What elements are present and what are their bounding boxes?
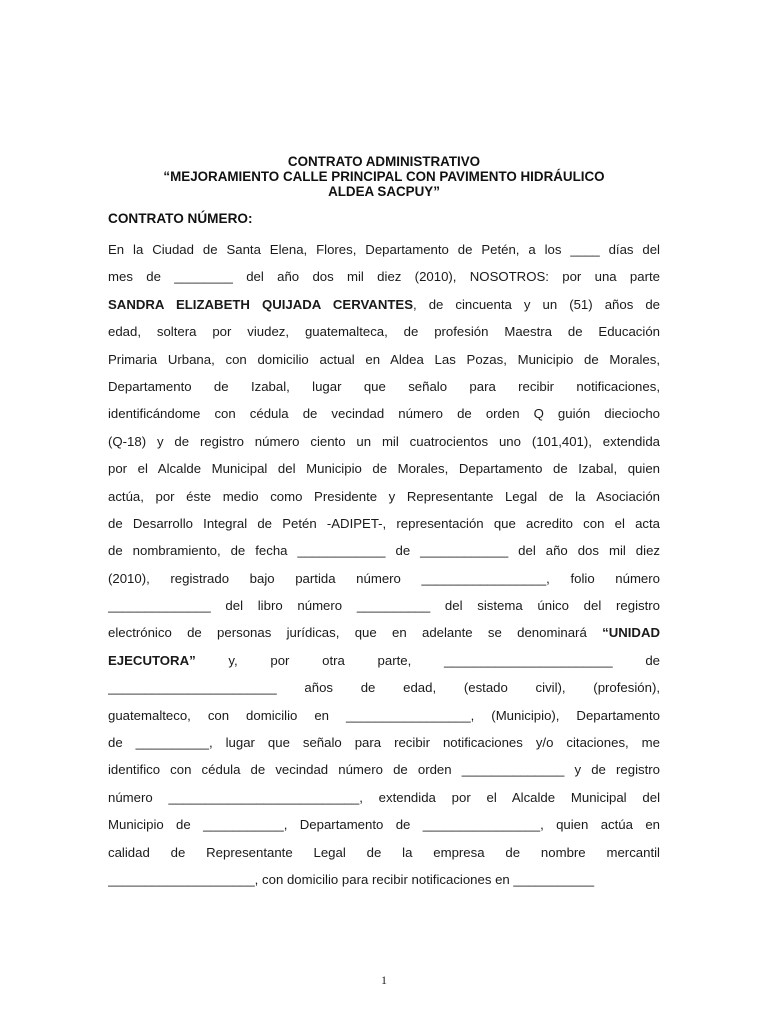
body-line-9 [108, 455, 660, 482]
body-line-5 [108, 346, 660, 373]
contract-number-label: CONTRATO NÚMERO: [108, 211, 253, 226]
body-line-4 [108, 318, 660, 345]
body-text-segment: (Q-18) y de registro número ciento un mil cuatrocientos uno (101,401), extendida [108, 433, 660, 449]
body-line-15 [108, 619, 660, 646]
body-line-2 [108, 263, 660, 290]
body-line-6 [108, 373, 660, 400]
body-text-segment: Departamento de Izabal, lugar que señalo para recibir notificaciones, [108, 378, 660, 394]
body-text-segment: por el Alcalde Municipal del Municipio de Morales, Departamento de Izabal, quien [108, 461, 660, 477]
body-text-segment: guatemalteco, con domicilio en _________________, (Municipio), Departamento [108, 707, 660, 723]
body-text-segment: calidad de Representante Legal de la empresa de nombre mercantil [108, 844, 660, 860]
body-text-segment: ____________________, con domicilio para recibir notificaciones en ___________ [108, 871, 595, 887]
body-text-segment: edad, soltera por viudez, guatemalteca, de profesión Maestra de Educación [108, 324, 660, 340]
body-text-segment: ______________ del libro número __________ del sistema único del registro [108, 598, 660, 614]
body-text-segment: identifico con cédula de vecindad número de orden ______________ y de registro [108, 762, 660, 778]
unidad-ejecutora-bold: “UNIDAD [602, 625, 660, 641]
body-text-segment: identificándome con cédula de vecindad número de orden Q guión dieciocho [108, 406, 660, 422]
body-text-segment: (2010), registrado bajo partida número _________________, folio número [108, 570, 660, 586]
body-line-23 [108, 839, 660, 866]
body-text-segment: de nombramiento, de fecha ____________ de ____________ del año dos mil diez [108, 543, 660, 559]
title-line-3: ALDEA SACPUY” [328, 184, 440, 199]
body-text-segment: actúa, por éste medio como Presidente y Representante Legal de la Asociación [108, 488, 660, 504]
body-line-21 [108, 784, 660, 811]
body-text-segment: , de cincuenta y un (51) años de [413, 296, 660, 312]
body-line-17 [108, 674, 660, 701]
title-line-2: “MEJORAMIENTO CALLE PRINCIPAL CON PAVIMENTO HIDRÁULICO [163, 169, 605, 184]
body-text-segment: y, por otra parte, _______________________ de [195, 652, 660, 668]
body-text-segment: de __________, lugar que señalo para recibir notificaciones y/o citaciones, me [108, 735, 660, 751]
body-text-segment: Municipio de ___________, Departamento de ________________, quien actúa en [108, 817, 660, 833]
body-line-1 [108, 236, 660, 263]
body-line-16 [108, 647, 660, 674]
body-line-11 [108, 510, 660, 537]
body-text-segment: Primaria Urbana, con domicilio actual en Aldea Las Pozas, Municipio de Morales, [108, 351, 660, 367]
party-name-bold: SANDRA ELIZABETH QUIJADA CERVANTES [108, 296, 413, 312]
document-title [0, 154, 768, 199]
body-text-segment: electrónico de personas jurídicas, que en adelante se denominará [108, 625, 603, 641]
contract-body [108, 236, 660, 893]
title-line-1: CONTRATO ADMINISTRATIVO [287, 154, 481, 169]
body-line-22 [108, 811, 660, 838]
body-text-segment: número __________________________, extendida por el Alcalde Municipal del [108, 789, 660, 805]
body-line-7 [108, 400, 660, 427]
body-line-3 [108, 291, 660, 318]
body-line-13 [108, 565, 660, 592]
body-text-segment: mes de ________ del año dos mil diez (2010), NOSOTROS: por una parte [108, 269, 660, 285]
body-line-10 [108, 483, 660, 510]
body-line-8 [108, 428, 660, 455]
body-line-14 [108, 592, 660, 619]
body-text-segment: de Desarrollo Integral de Petén -ADIPET-, representación que acredito con el acta [108, 515, 660, 531]
body-text-segment: _______________________ años de edad, (estado civil), (profesión), [108, 680, 660, 696]
body-line-19 [108, 729, 660, 756]
body-line-18 [108, 702, 660, 729]
unidad-ejecutora-bold: EJECUTORA” [108, 652, 196, 668]
body-line-20 [108, 756, 660, 783]
body-line-12 [108, 537, 660, 564]
body-line-24 [108, 866, 660, 893]
page-number: 1 [381, 973, 387, 987]
body-text-segment: En la Ciudad de Santa Elena, Flores, Departamento de Petén, a los ____ días del [108, 242, 660, 257]
